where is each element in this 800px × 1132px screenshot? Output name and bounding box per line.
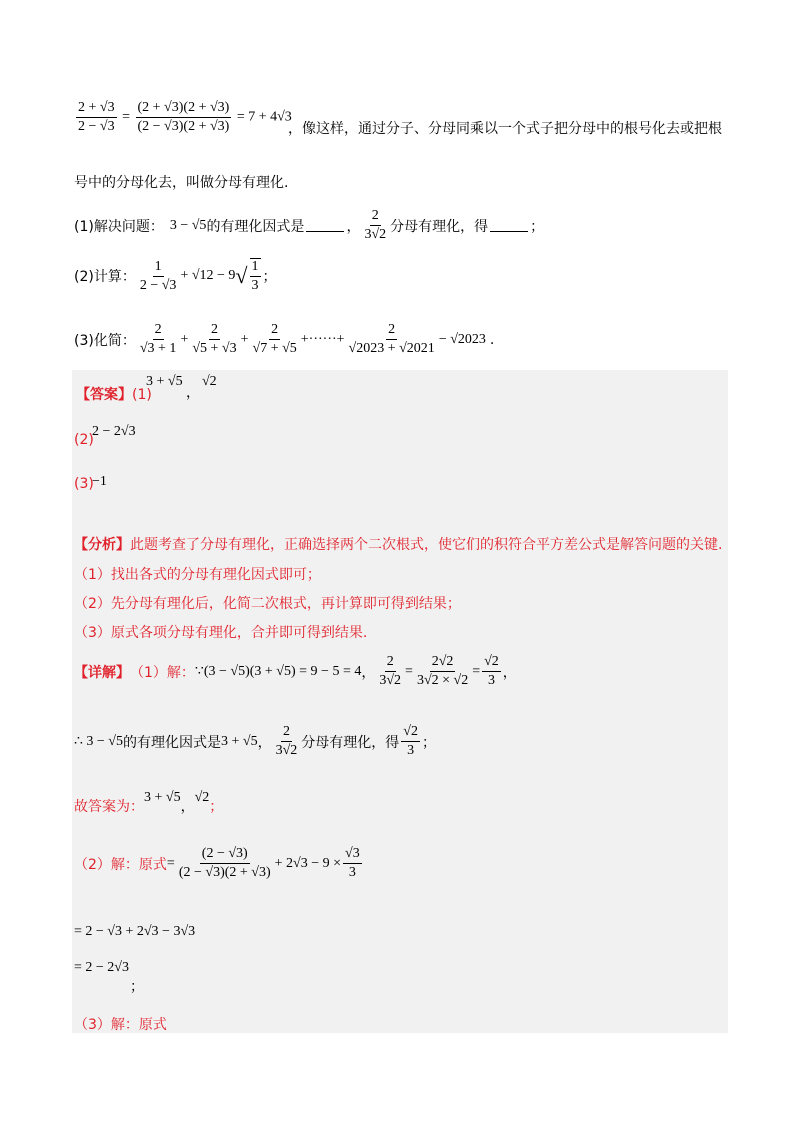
intro-left-fraction	[76, 100, 117, 135]
numerator: 2	[209, 322, 220, 340]
numerator: 1	[250, 259, 261, 277]
q3-dots: +······+	[300, 331, 345, 347]
numerator: 2	[370, 208, 381, 226]
numerator: 2	[269, 322, 280, 340]
equals-sign: =	[405, 663, 413, 679]
detail-c2-fraction	[177, 846, 273, 881]
denominator: √7 + √5	[252, 341, 297, 356]
denominator: √3 + 1	[139, 341, 177, 356]
detail-s3-end: ；	[209, 799, 224, 815]
numerator: 2√2	[430, 654, 456, 672]
q2-prefix: (2)计算：	[74, 269, 136, 285]
denominator: 3	[251, 278, 259, 293]
intro-text-line2: 号中的分母化去，叫做分母有理化.	[74, 175, 289, 191]
analysis-point-1: （1）找出各式的分母有理化因式即可；	[74, 567, 321, 583]
q1-expression: 3 − √5	[169, 217, 207, 233]
numerator: 2	[386, 322, 397, 340]
plus-sign: +	[240, 331, 249, 347]
q1-fraction	[362, 208, 388, 243]
denominator: 2 − √3	[139, 277, 177, 293]
detail-s2-therefore: ∴ 3 − √5	[74, 734, 123, 749]
question-3	[74, 322, 494, 357]
answer-3-value: −1	[92, 474, 107, 489]
denominator: (2 − √3)(2 + √3)	[137, 119, 230, 134]
detail-s3-prefix: 故答案为：	[74, 799, 144, 815]
detail-s3-sep: ，	[180, 799, 195, 815]
answer-label: 【答案】	[76, 387, 132, 403]
q3-term-3	[251, 322, 299, 357]
numerator: 2	[153, 322, 164, 340]
analysis-line	[74, 534, 722, 554]
q1-blank-2[interactable]	[490, 219, 528, 232]
q3-term-4	[347, 322, 437, 357]
detail-s1-prefix: （1）解：	[130, 664, 195, 681]
detail-step-2	[74, 724, 436, 759]
equals-sign: =	[166, 855, 175, 871]
detail-s1-product: (3 − √5)(3 + √5) = 9 − 5 = 4	[203, 663, 362, 679]
answer-1-prefix: (1)	[132, 387, 152, 403]
answer-1-value-1: 3 + √5	[146, 374, 183, 389]
denominator: 3	[348, 865, 356, 880]
detail-s2-end: ；	[421, 734, 436, 751]
equals-sign: =	[122, 109, 130, 125]
detail-s3-value-1: 3 + √5	[144, 790, 181, 805]
detail-c3-prefix: （3）解：原式	[74, 1017, 167, 1033]
detail-s2-fraction	[274, 724, 300, 759]
q2-root-fraction	[250, 258, 261, 294]
q2-expression-rest: + √12 − 9	[180, 268, 236, 283]
detail-s1-frac-2	[415, 654, 470, 689]
q3-term-2	[190, 322, 238, 357]
intro-mid-fraction	[136, 100, 232, 135]
numerator: 2	[385, 654, 396, 672]
q1-end: ；	[530, 218, 545, 235]
question-1	[74, 208, 544, 243]
analysis-point-2: （2）先分母有理化后，化简二次根式，再计算即可得到结果；	[74, 596, 461, 612]
detail-step-3	[74, 790, 224, 816]
detail-s1-end: ，	[502, 664, 517, 681]
plus-sign: +	[180, 331, 189, 347]
detail-s2-suffix: 分母有理化，得	[301, 734, 400, 751]
equals-sign: =	[472, 663, 481, 679]
answer-3-prefix: (3)	[74, 476, 94, 492]
q3-prefix: (3)化简：	[74, 332, 136, 349]
numerator: 2 + √3	[76, 100, 117, 118]
q3-end: .	[489, 331, 495, 348]
intro-text-line1: ，像这样，通过分子、分母同乘以一个式子把分母中的根号化去或把根	[288, 121, 722, 137]
denominator: 3√2 × √2	[416, 673, 469, 688]
denominator: 3√2	[275, 743, 298, 758]
detail-step-1	[74, 654, 517, 689]
because-symbol: ∵	[194, 664, 204, 679]
analysis-label: 【分析】	[74, 537, 130, 553]
intro-result: = 7 + 4√3	[236, 109, 292, 125]
denominator: (2 − √3)(2 + √3)	[178, 865, 271, 880]
denominator: 3	[407, 743, 415, 758]
answer-2-value: 2 − 2√3	[92, 424, 136, 439]
numerator: √2	[401, 724, 420, 742]
detail-s2-value: 3 + √5	[221, 733, 258, 749]
detail-s2-comma: ，	[257, 734, 272, 751]
q1-suffix: 分母有理化，得	[390, 218, 489, 235]
denominator: √2023 + √2021	[348, 341, 435, 356]
detail-s1-comma: ，	[361, 664, 376, 681]
answer-2-prefix: (2)	[74, 432, 94, 448]
answer-line-1	[76, 384, 152, 404]
q2-end: ；	[262, 269, 277, 285]
q2-fraction	[138, 259, 179, 294]
denominator: √5 + √3	[192, 341, 237, 356]
numerator: √3	[343, 846, 362, 864]
detail-c2-end: ；	[130, 979, 144, 995]
numerator: (2 + √3)(2 + √3)	[136, 100, 232, 118]
detail-c2-root-fraction	[343, 846, 362, 881]
denominator: 3√2	[364, 227, 387, 242]
answer-1-value-2: √2	[202, 374, 217, 389]
detail-label: 【详解】	[74, 664, 130, 681]
numerator: √2	[482, 654, 501, 672]
comma: ，	[346, 218, 361, 235]
detail-c2-prefix: （2）解：原式	[74, 856, 167, 873]
q1-prefix: (1)解决问题：	[74, 218, 164, 235]
q2-root-sign: √	[235, 263, 248, 288]
detail-s2-mid: 的有理化因式是	[123, 734, 221, 751]
denominator: 3	[487, 673, 495, 688]
analysis-point-3: （3）原式各项分母有理化，合并即可得到结果.	[74, 625, 368, 641]
answer-1-sep: ，	[186, 385, 200, 401]
numerator: 2	[281, 724, 292, 742]
intro-equation	[74, 100, 292, 135]
detail-calc-2	[74, 846, 364, 881]
numerator: (2 − √3)	[200, 846, 250, 864]
detail-s1-frac-3	[482, 654, 501, 689]
denominator: 2 − √3	[78, 119, 115, 134]
detail-s3-value-2: √2	[194, 790, 210, 805]
detail-s2-result	[401, 724, 420, 759]
q1-blank-1[interactable]	[306, 219, 344, 232]
question-2	[74, 258, 277, 294]
detail-c2-line-2: = 2 − √3 + 2√3 − 3√3	[74, 924, 196, 939]
denominator: 3√2	[379, 673, 402, 688]
q3-tail: − √2023	[438, 331, 486, 347]
detail-c2-rest: + 2√3 − 9 ×	[274, 855, 342, 871]
detail-c2-line-3: = 2 − 2√3	[74, 960, 129, 975]
q3-term-1	[138, 322, 179, 357]
detail-s1-frac-1	[377, 654, 403, 689]
analysis-text: 此题考查了分母有理化，正确选择两个二次根式，使它们的积符合平方差公式是解答问题的关键.	[130, 537, 723, 553]
numerator: 1	[153, 259, 164, 277]
q1-mid-text: 的有理化因式是	[206, 218, 305, 235]
